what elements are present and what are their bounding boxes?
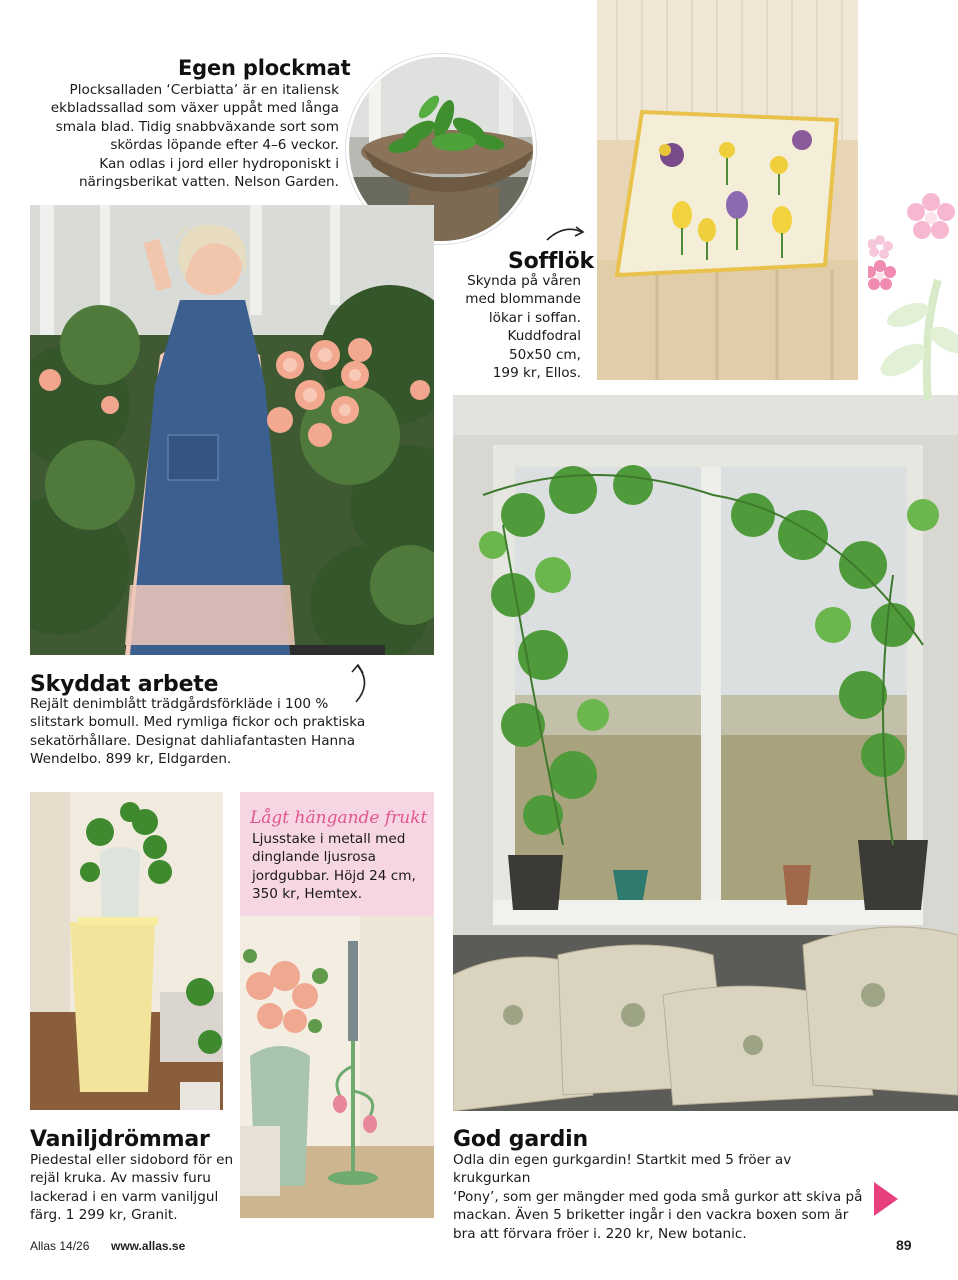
- text-line: mackan. Även 5 briketter ingår i den vackra boxen som är: [453, 1207, 849, 1224]
- text-line: Odla din egen gurkgardin! Startkit med 5 fröer av krukgurkan: [453, 1152, 792, 1187]
- vaniljdrommar-title: Vaniljdrömmar: [30, 1127, 210, 1152]
- text-line: lökar i soffan.: [488, 309, 581, 326]
- text-line: 50x50 cm,: [509, 346, 581, 363]
- text-line: skördas löpande efter 4–6 veckor.: [110, 137, 339, 154]
- text-line: sekatörhållare. Designat dahliafantasten Hanna: [30, 732, 356, 749]
- text-line: smala blad. Tidig snabbväxande sort som: [55, 118, 339, 135]
- text-line: Rejält denimblått trädgårdsförkläde i 100 %: [30, 696, 329, 712]
- next-page-arrow-icon[interactable]: [872, 1180, 900, 1218]
- egen-plockmat-title: Egen plockmat: [178, 56, 351, 80]
- text-line: rejäl kruka. Av massiv furu: [30, 1170, 211, 1187]
- lagt-hangande-title: Lågt hängande frukt: [250, 808, 428, 828]
- skyddat-arbete-title: Skyddat arbete: [30, 672, 219, 697]
- text-line: Plocksalladen ‘Cerbiatta’ är en italiensk: [69, 82, 339, 98]
- cushion-photo: [597, 0, 858, 380]
- page-number: 89: [896, 1237, 912, 1253]
- text-line: slitstark bomull. Med rymliga fickor och praktiska: [30, 714, 366, 731]
- text-line: 350 kr, Hemtex.: [252, 886, 363, 903]
- candlestick-photo: [240, 916, 434, 1218]
- text-line: näringsberikat vatten. Nelson Garden.: [78, 174, 339, 191]
- sofflok-text: [440, 272, 581, 382]
- text-line: Piedestal eller sidobord för en: [30, 1152, 234, 1168]
- decorative-flowers: [868, 190, 958, 400]
- text-line: dinglande ljusrosa: [252, 849, 376, 866]
- footer-issue: Allas 14/26: [30, 1239, 90, 1253]
- sofflok-title: Sofflök: [508, 249, 594, 274]
- text-line: Kan odlas i jord eller hydroponiskt i: [99, 155, 339, 172]
- footer-website[interactable]: www.allas.se: [111, 1239, 186, 1253]
- cucumber-window-photo: [453, 395, 958, 1111]
- text-line: Kuddfodral: [507, 328, 581, 345]
- text-line: jordgubbar. Höjd 24 cm,: [252, 867, 416, 884]
- text-line: med blommande: [465, 291, 581, 308]
- curved-arrow-icon: [544, 222, 588, 244]
- text-line: färg. 1 299 kr, Granit.: [30, 1207, 178, 1224]
- gardener-apron-photo: [30, 205, 434, 655]
- skyddat-arbete-text: [30, 695, 390, 769]
- pedestal-photo: [30, 792, 223, 1110]
- text-line: lackerad i en varm vaniljgul: [30, 1188, 219, 1205]
- vaniljdrommar-text: [30, 1151, 235, 1225]
- text-line: Skynda på våren: [467, 273, 581, 289]
- text-line: 199 kr, Ellos.: [492, 365, 581, 382]
- lagt-hangande-text: [252, 830, 432, 904]
- god-gardin-title: God gardin: [453, 1127, 588, 1152]
- egen-plockmat-text: [20, 81, 339, 191]
- god-gardin-text: [453, 1151, 863, 1243]
- text-line: bra att förvara fröer i. 220 kr, New botanic.: [453, 1225, 747, 1242]
- text-line: Wendelbo. 899 kr, Eldgarden.: [30, 751, 232, 768]
- text-line: Ljusstake i metall med: [252, 831, 406, 847]
- text-line: ekbladssallad som växer uppåt med långa: [50, 100, 339, 117]
- text-line: ‘Pony’, som ger mängder med goda små gurkor att skiva på: [453, 1188, 863, 1205]
